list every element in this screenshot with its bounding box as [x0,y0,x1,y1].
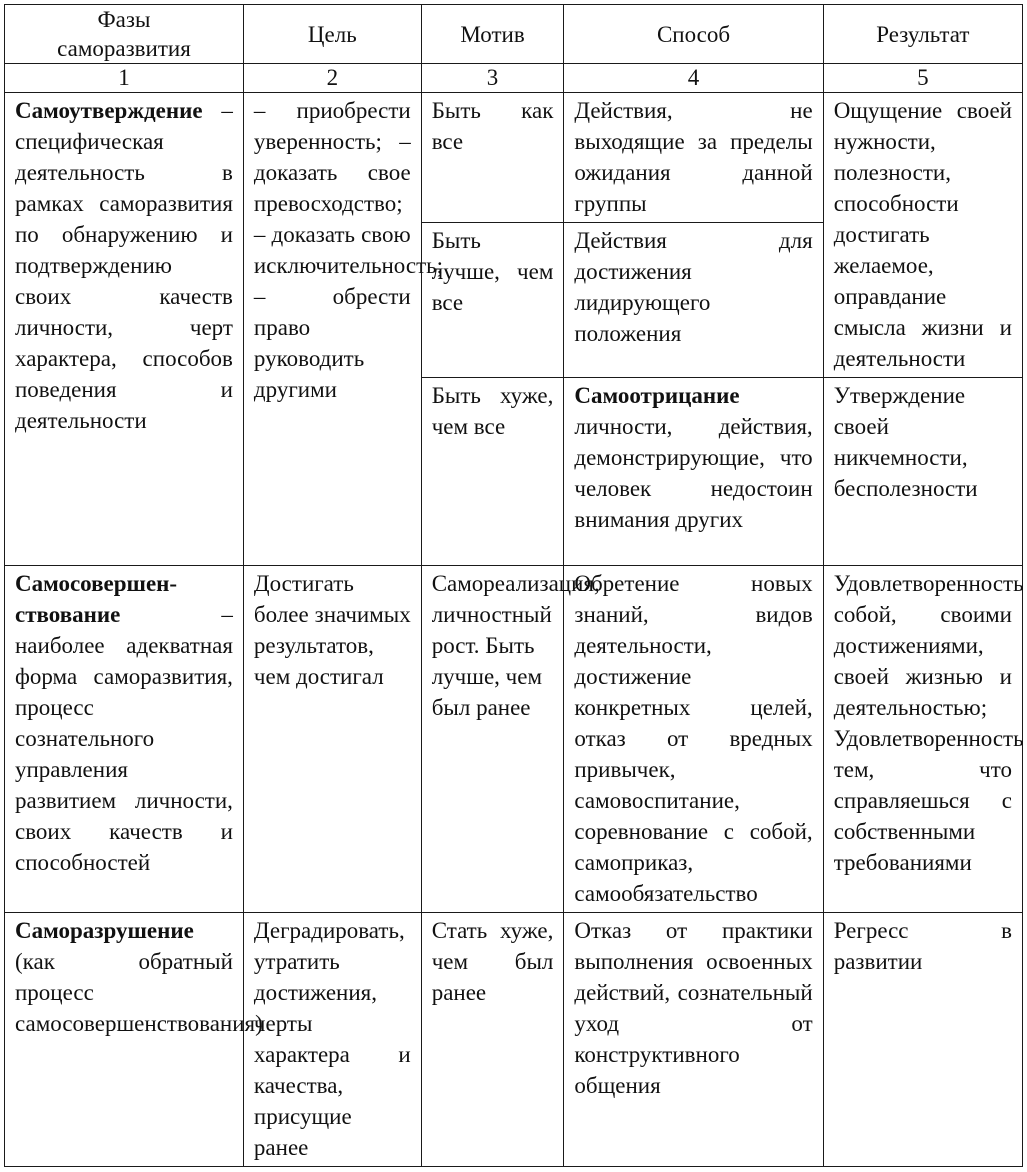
header-goal: Цель [243,5,421,64]
result-cell-self-destruction: Регресс в развитии [823,913,1022,1167]
phase-term-self-improvement: Самосовершенствование [15,571,178,627]
motive-cell-worse-than-all: Быть хуже, чем все [421,378,564,566]
result-cell-self-improvement: Удовлетворенность собой, своими достижениями, своей жизнью и деятельностью; Удовлетворенность тем, что справляешься с собственными требованиями [823,566,1022,913]
phase-description-self-destruction: (как обратный процесс самосовершенствования) [15,949,263,1036]
phase-term-self-affirmation: Самоутверждение [15,98,203,123]
phase-cell-self-destruction [5,913,263,1167]
phase-cell-self-improvement [5,566,244,913]
method-description-self-denial: личности, действия, демонстрирующие, что человек недостоин внимания других [574,414,813,532]
table-row-self-improvement [5,566,1023,913]
phase-description-self-improvement: – наиболее адекватная форма саморазвития, процесс сознательного управления развитием личности, своих качеств и способностей [15,602,233,875]
motive-cell-better-than-all: Быть лучше, чем все [421,223,564,378]
header-phases [5,5,244,64]
method-cell-better-than-all: Действия для достижения лидирующего положения [564,223,823,378]
goal-cell-self-affirmation: – приобрести уверенность; – доказать свое превосходство; – доказать свою исключительность; – обрести право руководить другими [243,93,421,566]
method-term-self-denial: Самоотрицание [574,383,740,408]
self-development-table [4,4,1023,1167]
header-phases-line2: саморазвития [57,36,191,61]
motive-cell-self-destruction: Стать хуже, чем был ранее [421,913,564,1167]
method-cell-self-destruction: Отказ от практики выполнения освоенных действий, сознательный уход от конструктивного общения [564,913,823,1167]
column-number: 2 [243,64,421,93]
header-result: Результат [823,5,1022,64]
motive-cell-as-everyone: Быть как все [421,93,564,223]
column-number-row [5,64,1023,93]
method-cell-self-denial [564,378,823,566]
phase-description-self-affirmation: – специфическая деятельность в рамках саморазвития по обнаружению и подтверждению своих качеств личности, черт характера, способов поведения и деятельности [15,98,233,433]
phase-cell-self-affirmation [5,93,244,566]
table-row-self-affirmation-1 [5,93,1023,223]
method-cell-self-improvement: Обретение новых знаний, видов деятельности, достижение конкретных целей, отказ от вредных привычек, самовоспитание, соревнование с собой, самоприказ, самообязательство [564,566,823,913]
goal-cell-self-improvement: Достигать более значимых результатов, чем достигал [243,566,421,913]
header-method: Способ [564,5,823,64]
column-number: 1 [5,64,244,93]
column-number: 5 [823,64,1022,93]
phase-term-self-destruction: Саморазрушение [15,918,194,943]
header-phases-line1: Фазы [97,7,151,32]
table-row-self-destruction [5,913,1023,1167]
goal-cell-self-destruction: Деградировать, утратить достижения, черты характера и качества, присущие ранее [243,913,421,1167]
motive-cell-self-improvement: Самореализация, личностный рост. Быть лучше, чем был ранее [421,566,564,913]
method-cell-as-everyone: Действия, не выходящие за пределы ожидания данной группы [564,93,823,223]
result-cell-worthlessness: Утверждение своей никчемности, бесполезности [823,378,1022,566]
header-motive: Мотив [421,5,564,64]
header-row [5,5,1023,64]
column-number: 4 [564,64,823,93]
result-cell-self-affirmation: Ощущение своей нужности, полезности, способности достигать желаемое, оправдание смысла жизни и деятельности [823,93,1022,378]
column-number: 3 [421,64,564,93]
